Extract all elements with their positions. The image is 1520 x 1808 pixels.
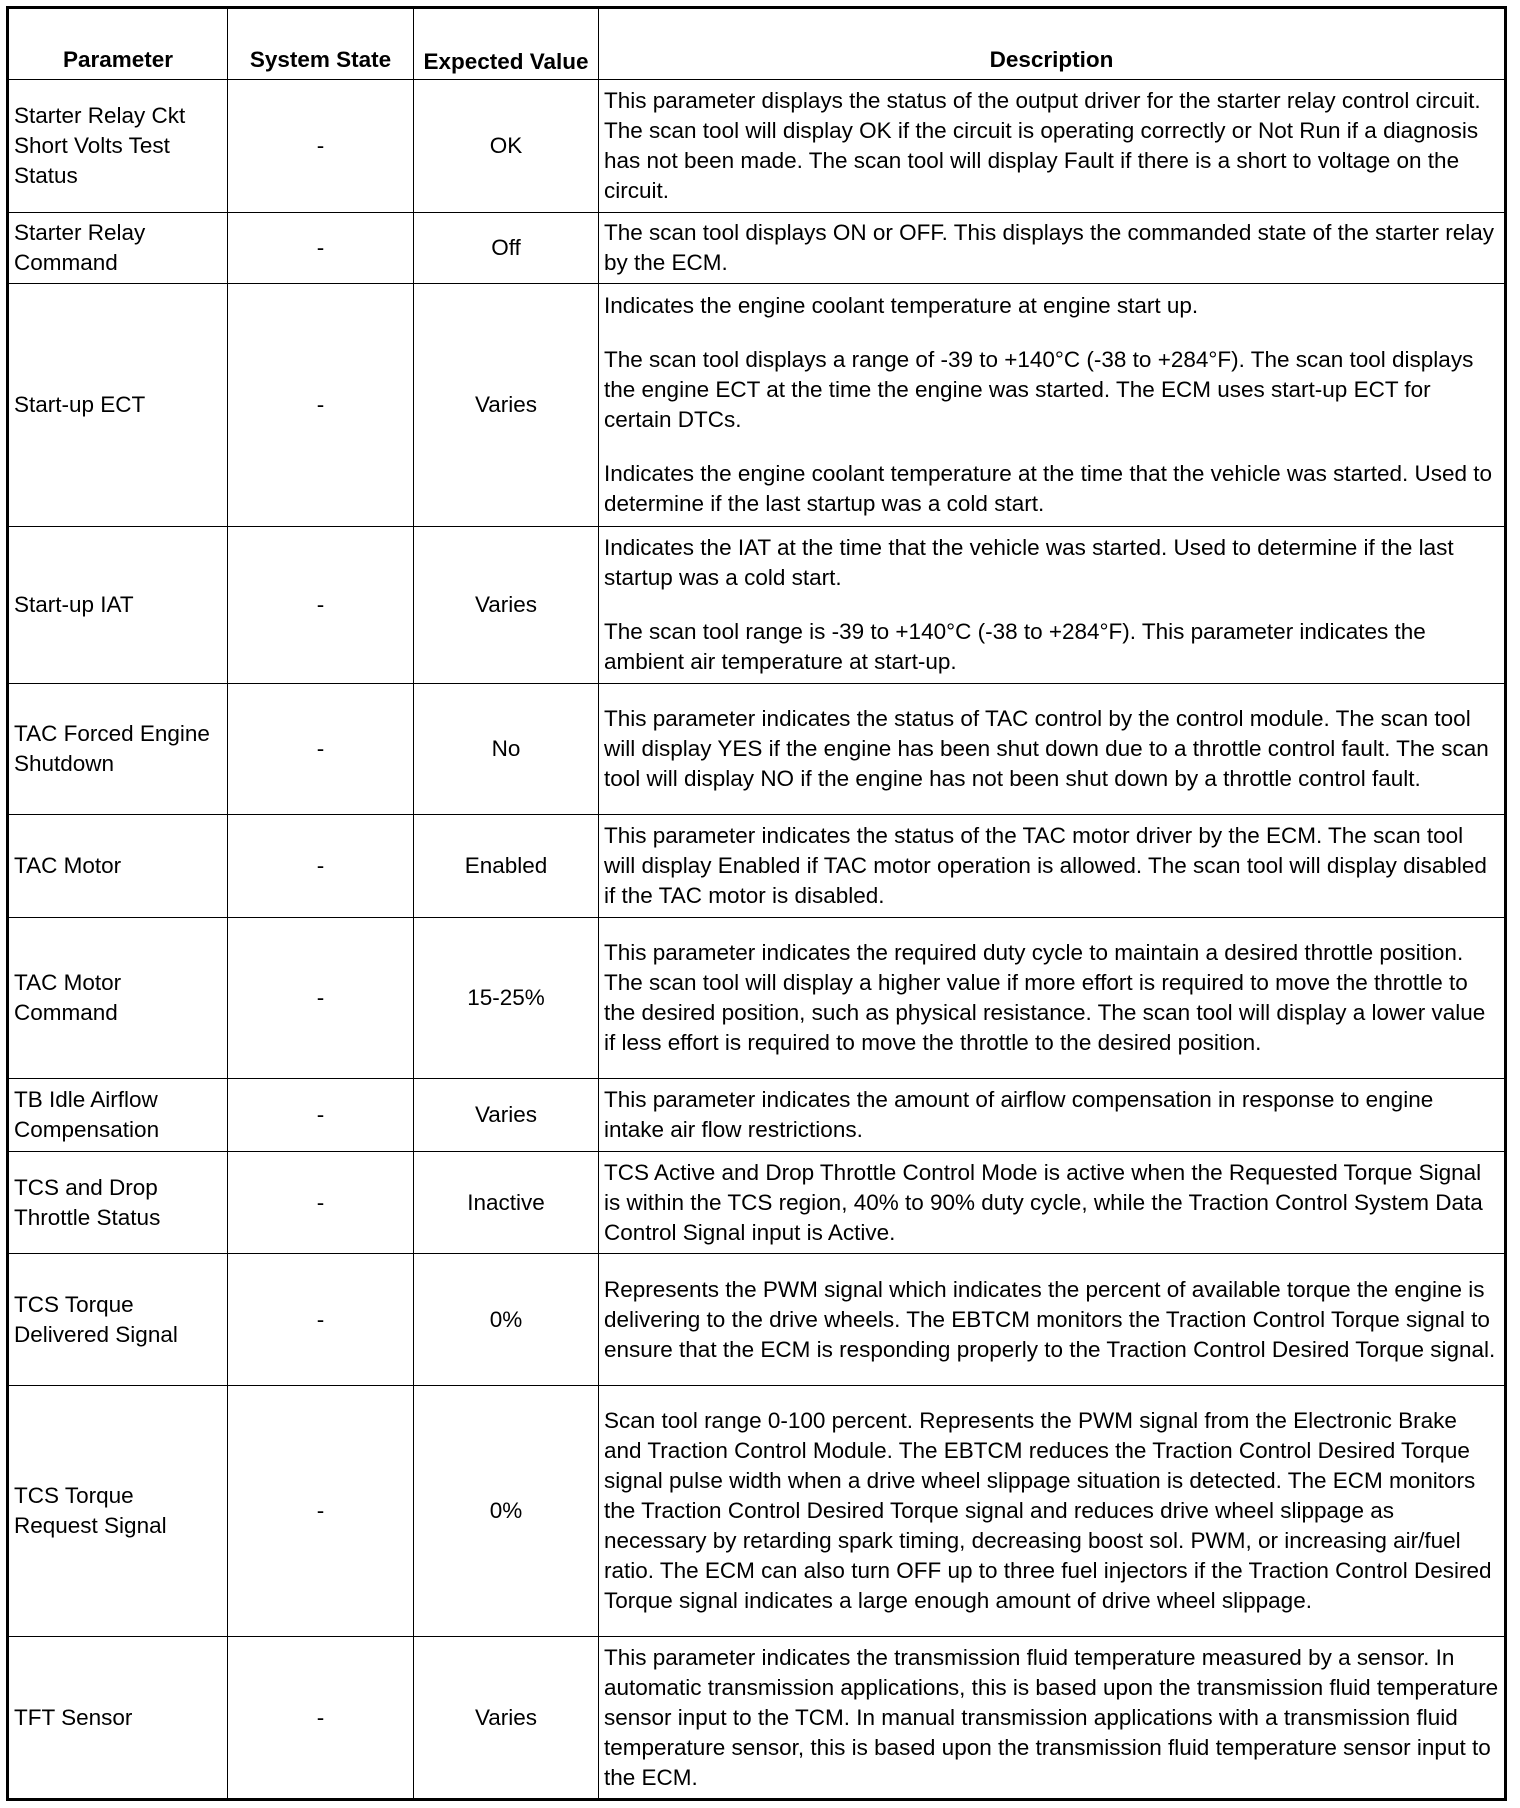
table-row [8,284,1506,527]
description-paragraph: This parameter indicates the amount of airflow compensation in response to engine intake air flow restrictions. [604,1087,1434,1142]
system-state-cell: - [228,1386,414,1637]
table-row [8,684,1506,815]
table-row [8,1254,1506,1386]
parameter-cell: TB Idle Airflow Compensation [8,1079,228,1152]
description-cell [599,213,1506,284]
parameter-cell: TCS and Drop Throttle Status [8,1152,228,1254]
description-cell [599,1079,1506,1152]
system-state-cell: - [228,1152,414,1254]
description-cell [599,684,1506,815]
expected-value-cell: Off [414,213,599,284]
description-cell [599,918,1506,1079]
description-cell [599,1637,1506,1800]
header-row [8,8,1506,80]
table-row [8,80,1506,213]
header-expected-value: Expected Value [414,8,599,80]
description-cell [599,815,1506,918]
table-row [8,815,1506,918]
system-state-cell: - [228,684,414,815]
expected-value-cell: Varies [414,284,599,527]
parameter-table [6,6,1507,1801]
parameter-cell: Start-up ECT [8,284,228,527]
system-state-cell: - [228,1637,414,1800]
description-paragraph: This parameter indicates the status of TAC control by the control module. The scan tool will display YES if the engine has been shut down due to a throttle control fault. The scan tool will display NO if the engine has not been shut down by a throttle control fault. [604,706,1489,791]
expected-value-cell: 0% [414,1386,599,1637]
description-paragraph: Indicates the IAT at the time that the vehicle was started. Used to determine if the last startup was a cold start. [604,535,1454,590]
table-row [8,213,1506,284]
description-paragraph: The scan tool displays ON or OFF. This displays the commanded state of the starter relay by the ECM. [604,220,1494,275]
parameter-cell: TFT Sensor [8,1637,228,1800]
description-paragraph: This parameter indicates the transmission fluid temperature measured by a sensor. In automatic transmission applications, this is based upon the transmission fluid temperature sensor input to the TCM. In manual transmission applications with a transmission fluid temperature sensor, this is based upon the transmission fluid temperature sensor input to the ECM. [604,1644,1499,1790]
description-cell [599,284,1506,527]
table-row [8,918,1506,1079]
parameter-cell: Start-up IAT [8,527,228,684]
description-paragraph: Scan tool range 0-100 percent. Represents the PWM signal from the Electronic Brake and Traction Control Module. The EBTCM reduces the Traction Control Desired Torque signal pulse width when a drive wheel slippage situation is detected. The ECM monitors the Traction Control Desired Torque signal and reduces drive wheel slippage as necessary by retarding spark timing, decreasing boost sol. PWM, or increasing air/fuel ratio. The ECM can also turn OFF up to three fuel injectors if the Traction Control Desired Torque signal indicates a large enough amount of drive wheel slippage. [604,1408,1492,1613]
header-system-state: System State [228,8,414,80]
description-paragraph: Indicates the engine coolant temperature at the time that the vehicle was started. Used to determine if the last startup was a cold start. [604,461,1493,516]
expected-value-cell: Inactive [414,1152,599,1254]
system-state-cell: - [228,918,414,1079]
table-row [8,1386,1506,1637]
table-row [8,1152,1506,1254]
description-paragraph: The scan tool displays a range of -39 to +140°C (-38 to +284°F). The scan tool displays the engine ECT at the time the engine was started. The ECM uses start-up ECT for certain DTCs. [604,347,1474,432]
system-state-cell: - [228,815,414,918]
description-paragraph: This parameter indicates the status of the TAC motor driver by the ECM. The scan tool will display Enabled if TAC motor operation is allowed. The scan tool will display disabled if the TAC motor is disabled. [604,823,1487,908]
parameter-cell: TCS Torque Delivered Signal [8,1254,228,1386]
expected-value-cell: OK [414,80,599,213]
system-state-cell: - [228,1254,414,1386]
description-paragraph: TCS Active and Drop Throttle Control Mode is active when the Requested Torque Signal is within the TCS region, 40% to 90% duty cycle, while the Traction Control System Data Control Signal input is Active. [604,1159,1483,1245]
header-description: Description [599,8,1506,80]
parameter-cell: TCS Torque Request Signal [8,1386,228,1637]
parameter-cell: TAC Motor Command [8,918,228,1079]
expected-value-cell: Varies [414,1079,599,1152]
description-cell [599,1152,1506,1254]
parameter-cell: TAC Forced Engine Shutdown [8,684,228,815]
system-state-cell: - [228,1079,414,1152]
description-cell [599,80,1506,213]
parameter-cell: Starter Relay Command [8,213,228,284]
system-state-cell: - [228,527,414,684]
expected-value-cell: Varies [414,1637,599,1800]
header-parameter: Parameter [8,8,228,80]
expected-value-cell: No [414,684,599,815]
parameter-cell: TAC Motor [8,815,228,918]
system-state-cell: - [228,284,414,527]
description-paragraph: Represents the PWM signal which indicates the percent of available torque the engine is delivering to the drive wheels. The EBTCM monitors the Traction Control Torque signal to ensure that the ECM is responding properly to the Traction Control Desired Torque signal. [604,1276,1496,1362]
expected-value-cell: 0% [414,1254,599,1386]
system-state-cell: - [228,80,414,213]
table-row [8,1079,1506,1152]
expected-value-cell: 15-25% [414,918,599,1079]
description-paragraph: This parameter displays the status of the output driver for the starter relay control circuit. The scan tool will display OK if the circuit is operating correctly or Not Run if a diagnosis has not been made. The scan tool will display Fault if there is a short to voltage on the circuit. [604,88,1481,203]
table-row [8,1637,1506,1800]
table-row [8,527,1506,684]
description-cell [599,527,1506,684]
system-state-cell: - [228,213,414,284]
parameter-cell: Starter Relay Ckt Short Volts Test Status [8,80,228,213]
description-cell [599,1254,1506,1386]
description-cell [599,1386,1506,1637]
description-paragraph: Indicates the engine coolant temperature at engine start up. [604,293,1199,318]
description-paragraph: This parameter indicates the required duty cycle to maintain a desired throttle position. The scan tool will display a higher value if more effort is required to move the throttle to the desired position, such as physical resistance. The scan tool will display a lower value if less effort is required to move the throttle to the desired position. [604,940,1486,1055]
description-paragraph: The scan tool range is -39 to +140°C (-38 to +284°F). This parameter indicates the ambient air temperature at start-up. [604,619,1426,674]
expected-value-cell: Enabled [414,815,599,918]
expected-value-cell: Varies [414,527,599,684]
